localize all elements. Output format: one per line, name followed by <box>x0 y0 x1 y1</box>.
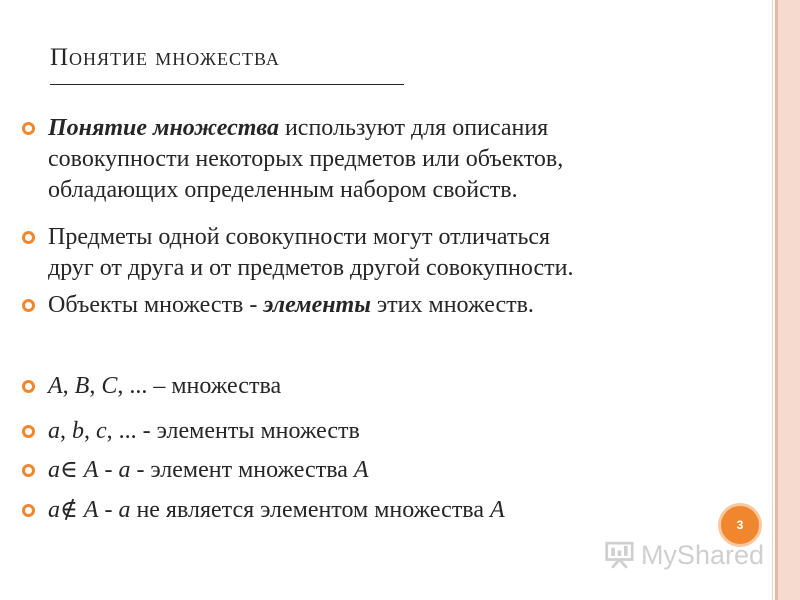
text-run: совокупности некоторых предметов или объектов, <box>48 146 564 172</box>
text-run: обладающих определенным набором свойств. <box>48 177 518 203</box>
text-line <box>48 416 360 447</box>
text-line <box>48 290 534 321</box>
text-run: - <box>98 497 119 523</box>
text-line <box>48 495 505 526</box>
text-line <box>48 253 573 284</box>
text-run: этих множеств. <box>370 292 534 318</box>
text-run: B <box>74 373 90 399</box>
text-run: b <box>72 418 84 444</box>
text-run: ∈ <box>60 457 84 483</box>
watermark-logo <box>604 537 764 573</box>
text-run: a <box>118 457 131 483</box>
text-run: , <box>89 373 102 399</box>
text-run: Объекты множеств - <box>48 292 264 318</box>
text-run: A <box>489 497 505 523</box>
text-run: - <box>98 457 119 483</box>
bullet-text <box>48 113 563 206</box>
text-line <box>48 113 563 144</box>
bullet-marker <box>22 464 35 477</box>
page-number: 3 <box>736 518 744 532</box>
text-run: - элемент множества <box>130 457 354 483</box>
text-run: используют для описания <box>278 115 549 141</box>
text-run: a <box>48 418 60 444</box>
text-run: a <box>48 497 60 523</box>
text-run: не является элементом множества <box>130 497 490 523</box>
text-run: A <box>48 373 63 399</box>
watermark-text: MyShared <box>640 539 764 570</box>
text-run: элементы <box>263 292 371 318</box>
decorative-side-line <box>775 0 778 600</box>
bullet-marker <box>22 380 35 393</box>
bullet-marker <box>22 122 35 135</box>
text-run: c <box>96 418 107 444</box>
bullet-text <box>48 290 534 321</box>
text-run: Предметы одной совокупности могут отличаться <box>48 224 551 250</box>
bullet-text <box>48 222 573 284</box>
text-run: C <box>101 373 118 399</box>
bullet-text <box>48 495 505 526</box>
decorative-side-line-thin <box>772 0 773 600</box>
text-run: , <box>84 418 96 444</box>
text-line <box>48 144 563 175</box>
text-line <box>48 175 563 206</box>
text-run: , ... - элементы множеств <box>106 418 360 444</box>
text-run: , <box>62 373 75 399</box>
bullet-marker <box>22 504 35 517</box>
text-run: a <box>118 497 131 523</box>
bullet-marker <box>22 231 35 244</box>
text-run: A <box>83 497 99 523</box>
text-run: Понятие множества <box>48 115 279 141</box>
text-run: a <box>48 457 60 483</box>
bullet-marker <box>22 299 35 312</box>
decorative-side-band <box>778 0 800 600</box>
text-line <box>48 455 369 486</box>
text-run: A <box>353 457 369 483</box>
bullet-text <box>48 455 369 486</box>
slide-title: Понятие множества <box>50 44 280 71</box>
text-run: A <box>83 457 99 483</box>
bullet-text <box>48 416 360 447</box>
presentation-board-icon <box>604 539 635 571</box>
text-run: друг от друга и от предметов другой совокупности. <box>48 255 574 281</box>
text-run: , <box>60 418 72 444</box>
bullet-text <box>48 371 281 402</box>
text-run: , ... – множества <box>117 373 282 399</box>
text-run: ∉ <box>60 497 84 523</box>
text-line <box>48 222 573 253</box>
bullet-marker <box>22 425 35 438</box>
text-line <box>48 371 281 402</box>
